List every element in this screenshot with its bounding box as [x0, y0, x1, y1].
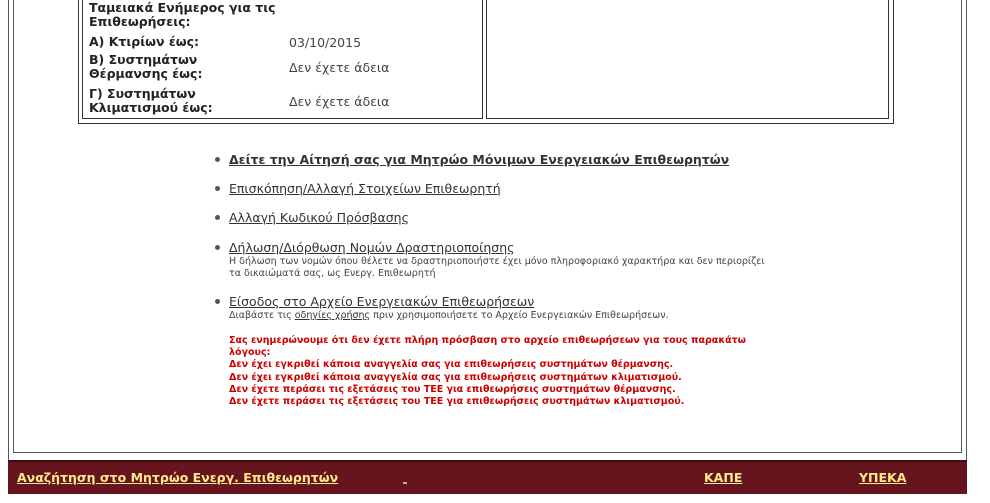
change-password-link[interactable]: Αλλαγή Κωδικού Πρόσβασης [229, 210, 409, 225]
warning-reason: Δεν έχει εγκριθεί κάποια αναγγελία σας για επιθεωρήσεις συστημάτων κλιματισμού. [229, 371, 682, 383]
warning-reason: Δεν έχετε περάσει τις εξετάσεις του ΤΕΕ για επιθεωρήσεις συστημάτων θέρμανσης. [229, 383, 676, 395]
warning-reason: Δεν έχει εγκριθεί κάποια αναγγελία σας για επιθεωρήσεις συστημάτων θέρμανσης. [229, 359, 674, 371]
buildings-value: 03/10/2015 [289, 35, 362, 50]
payment-status-panel [82, 0, 483, 119]
cooling-systems-value: Δεν έχετε άδεια [289, 94, 390, 109]
bullet-icon [215, 157, 220, 162]
search-registry-link[interactable]: Αναζήτηση στο Μητρώο Ενεργ. Επιθεωρητών [17, 470, 339, 485]
bullet-icon [215, 299, 220, 304]
inspector-info-box [78, 0, 894, 124]
inspections-archive-link[interactable]: Είσοδος στο Αρχείο Ενεργειακών Επιθεωρήσεων [229, 294, 535, 309]
archive-desc-before: Διαβάστε τις [229, 310, 292, 321]
footer-bar [8, 460, 967, 494]
bullet-icon [215, 215, 220, 220]
bullet-icon [215, 186, 220, 191]
warning-intro: Σας ενημερώνουμε ότι δεν έχετε πλήρη πρόσβαση στο αρχείο επιθεωρήσεων για τους παρακάτω λόγους: [229, 335, 746, 359]
access-warning [229, 335, 759, 408]
archive-description [229, 310, 769, 322]
footer-divider [403, 482, 407, 484]
declare-prefectures-link[interactable]: Δήλωση/Διόρθωση Νομών Δραστηριοποίησης [229, 240, 515, 255]
warning-reason: Δεν έχετε περάσει τις εξετάσεις του ΤΕΕ για επιθεωρήσεις συστημάτων κλιματισμού. [229, 396, 685, 408]
buildings-label: Α) Κτιρίων έως: [89, 34, 200, 49]
payment-status-label: Ταμειακά Ενήμερος για τις Επιθεωρήσεις: [89, 0, 276, 29]
heating-systems-label: Β) Συστημάτων Θέρμανσης έως: [89, 52, 203, 81]
view-application-link[interactable]: Δείτε την Αίτησή σας για Μητρώο Μόνιμων Ενεργειακών Επιθεωρητών [229, 152, 730, 167]
usage-instructions-link[interactable]: οδηγίες χρήσης [294, 310, 371, 321]
info-right-panel [486, 0, 889, 119]
kape-link[interactable]: ΚΑΠΕ [704, 470, 743, 485]
archive-desc-after: πριν χρησιμοποιήσετε το Αρχείο Ενεργειακών Επιθεωρήσεων. [373, 310, 669, 321]
cooling-systems-label: Γ) Συστημάτων Κλιματισμού έως: [89, 86, 213, 115]
declare-prefectures-description: Η δήλωση των νομών όπου θέλετε να δραστηριοποιήστε έχει μόνο πληροφοριακό χαρακτήρα και δεν περιορίζει τα δικαιώματά σας, ως Ενεργ. Επιθεωρητή [229, 256, 765, 279]
edit-inspector-details-link[interactable]: Επισκόπηση/Αλλαγή Στοιχείων Επιθεωρητή [229, 181, 501, 196]
heating-systems-value: Δεν έχετε άδεια [289, 60, 390, 75]
bullet-icon [215, 245, 220, 250]
ypeka-link[interactable]: ΥΠΕΚΑ [859, 470, 907, 485]
